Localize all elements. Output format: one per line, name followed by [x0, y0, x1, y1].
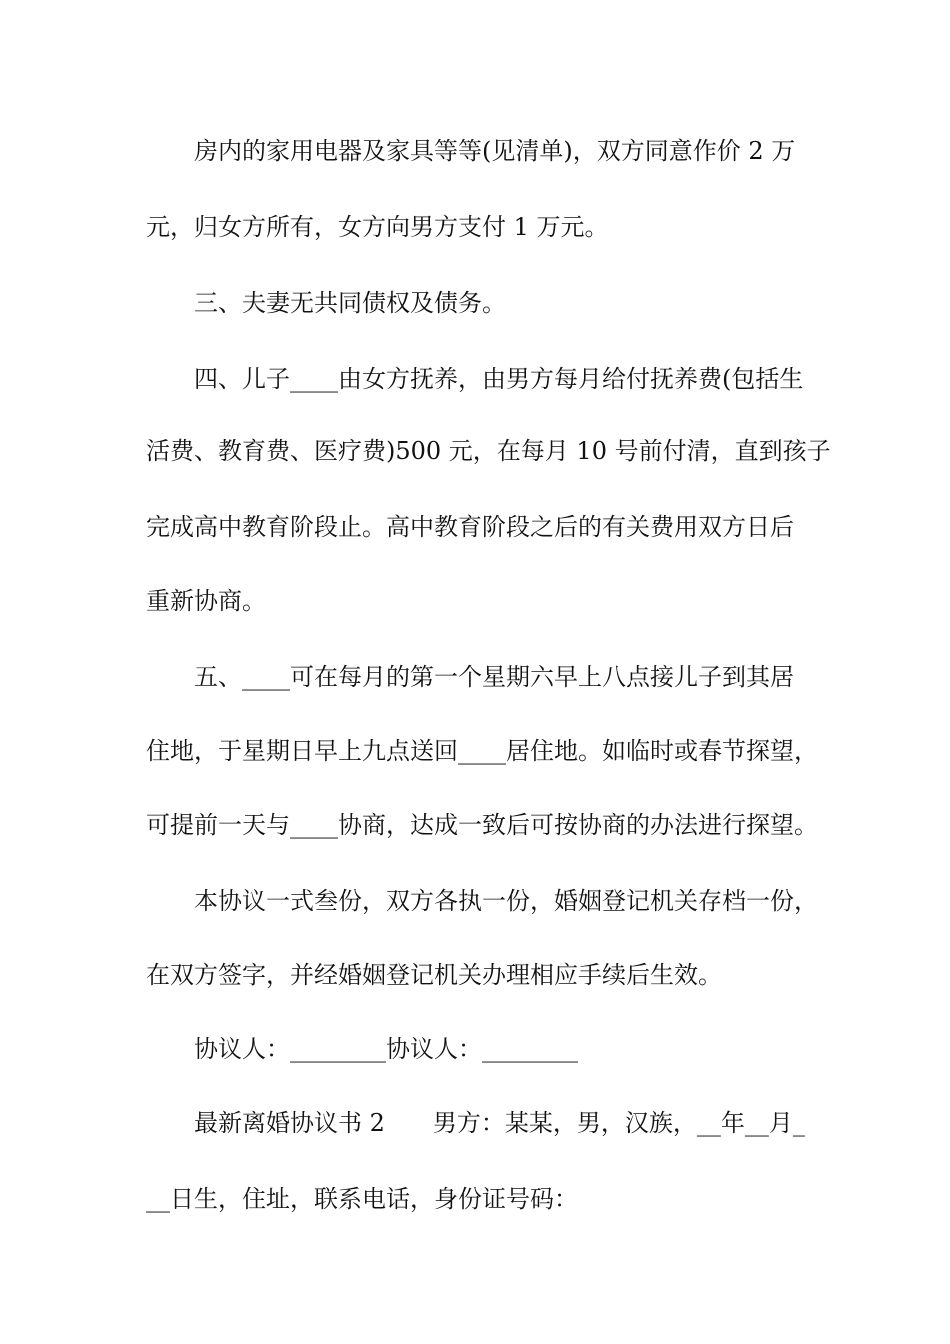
- paragraph-line: 四、儿子____由女方抚养，由男方每月给付抚养费(包括生: [194, 365, 804, 393]
- paragraph-line: 房内的家用电器及家具等等(见清单)，双方同意作价 2 万: [194, 137, 796, 165]
- paragraph-line: 元，归女方所有，女方向男方支付 1 万元。: [146, 213, 609, 241]
- paragraph-line: 完成高中教育阶段止。高中教育阶段之后的有关费用双方日后: [146, 513, 794, 541]
- agreement-heading-line: [194, 1108, 884, 1138]
- paragraph-line: 五、____可在每月的第一个星期六早上八点接儿子到其居: [194, 663, 794, 691]
- paragraph-line: __日生，住址，联系电话，身份证号码：: [146, 1185, 578, 1213]
- paragraph-line: 可提前一天与____协商，达成一致后可按协商的办法进行探望。: [146, 811, 818, 839]
- paragraph-line: 活费、教育费、医疗费)500 元，在每月 10 号前付清，直到孩子: [146, 437, 831, 465]
- paragraph-line: 重新协商。: [146, 587, 266, 615]
- paragraph-text: 男方：某某，男，汉族，__年__月_: [432, 1109, 805, 1137]
- paragraph-line: 本协议一式叁份，双方各执一份，婚姻登记机关存档一份，: [194, 887, 818, 915]
- paragraph-line: 在双方签字，并经婚姻登记机关办理相应手续后生效。: [146, 961, 722, 989]
- agreement-title: 最新离婚协议书 2: [194, 1109, 385, 1137]
- paragraph-line: 住地，于星期日早上九点送回____居住地。如临时或春节探望，: [146, 737, 818, 765]
- signature-line: 协议人：________协议人：________: [194, 1035, 578, 1063]
- paragraph-line: 三、夫妻无共同债权及债务。: [194, 289, 506, 317]
